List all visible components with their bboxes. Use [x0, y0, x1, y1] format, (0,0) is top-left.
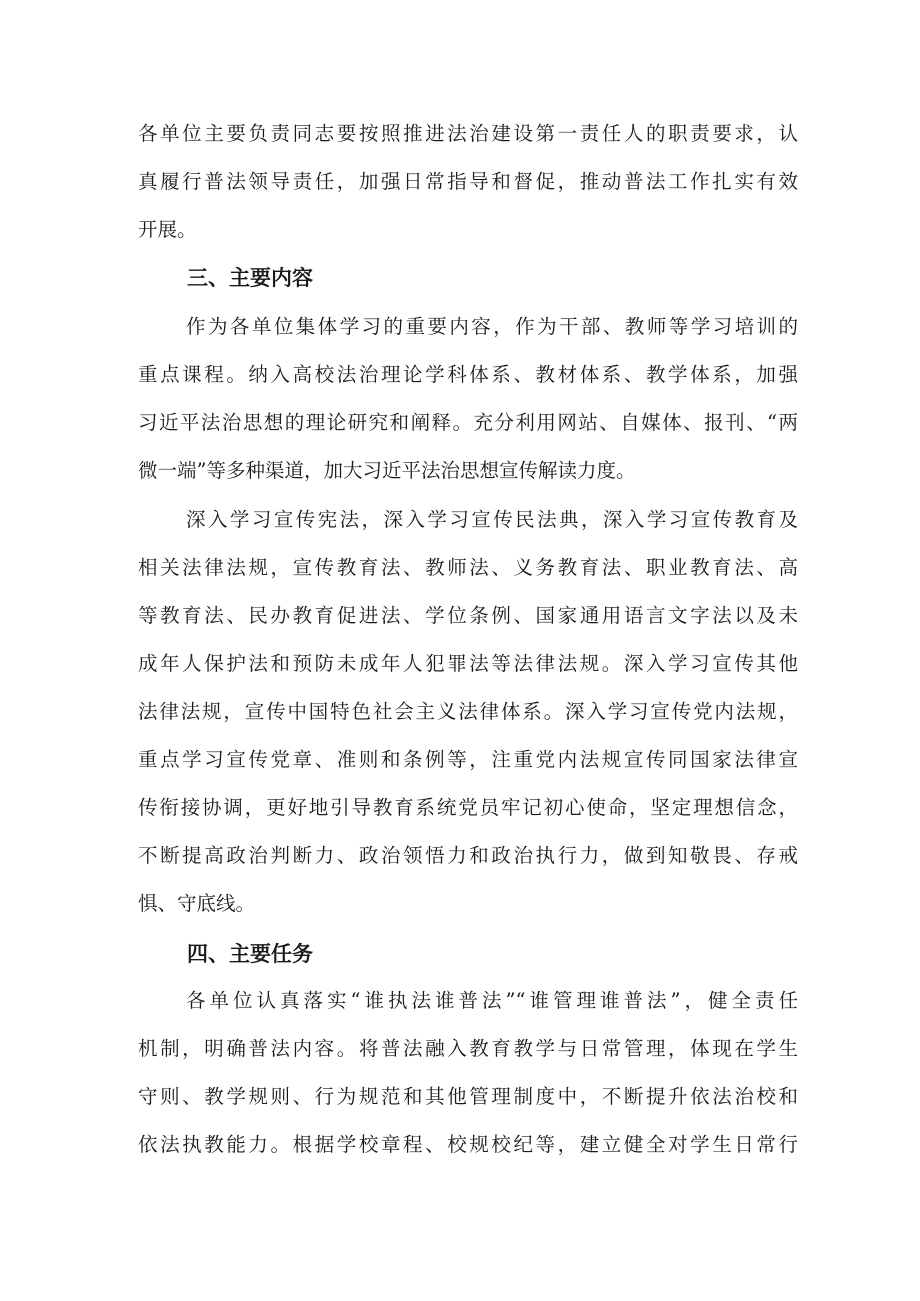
text-line: 惧、守底线。 — [138, 892, 256, 915]
text-line: 习近平法治思想的理论研究和阐释。充分利用网站、自媒体、报刊、“两 — [138, 411, 798, 434]
text-line: 重点学习宣传党章、准则和条例等，注重党内法规宣传同国家法律宣 — [138, 748, 798, 771]
text-line: 成年人保护法和预防未成年人犯罪法等法律法规。深入学习宣传其他 — [138, 652, 798, 675]
section-three-paragraph-1 — [138, 303, 798, 495]
section-three-paragraph-2 — [138, 496, 798, 928]
text-line: 不断提高政治判断力、政治领悟力和政治执行力，做到知敬畏、存戒 — [138, 844, 798, 867]
text-line: 真履行普法领导责任，加强日常指导和督促，推动普法工作扎实有效 — [138, 170, 798, 193]
section-three-title: 三、主要内容 — [187, 266, 313, 290]
text-line: 深入学习宣传宪法，深入学习宣传民法典，深入学习宣传教育及 — [186, 508, 798, 531]
text-line: 开展。 — [138, 218, 197, 241]
text-line: 法律法规，宣传中国特色社会主义法律体系。深入学习宣传党内法规， — [138, 700, 798, 723]
text-line: 作为各单位集体学习的重要内容，作为干部、教师等学习培训的 — [186, 315, 798, 338]
text-line: 微一端”等多种渠道，加大习近平法治思想宣传解读力度。 — [138, 459, 636, 482]
text-line: 依法执教能力。根据学校章程、校规校纪等，建立健全对学生日常行 — [138, 1133, 798, 1156]
section-four-paragraph-1 — [138, 977, 798, 1169]
text-line: 传衔接协调，更好地引导教育系统党员牢记初心使命，坚定理想信念， — [138, 796, 798, 819]
paragraph-intro — [138, 110, 798, 254]
text-line: 等教育法、民办教育促进法、学位条例、国家通用语言文字法以及未 — [138, 604, 798, 627]
text-line: 机制，明确普法内容。将普法融入教育教学与日常管理，体现在学生 — [138, 1037, 798, 1060]
section-four-title: 四、主要任务 — [187, 942, 313, 966]
text-line: 各单位主要负责同志要按照推进法治建设第一责任人的职责要求，认 — [138, 122, 798, 145]
text-line: 守则、教学规则、行为规范和其他管理制度中，不断提升依法治校和 — [138, 1085, 798, 1108]
text-line: 重点课程。纳入高校法治理论学科体系、教材体系、教学体系，加强 — [138, 363, 798, 386]
text-line: 相关法律法规，宣传教育法、教师法、义务教育法、职业教育法、高 — [138, 556, 798, 579]
text-line: 各单位认真落实“谁执法谁普法”“谁管理谁普法”，健全责任 — [186, 989, 798, 1012]
